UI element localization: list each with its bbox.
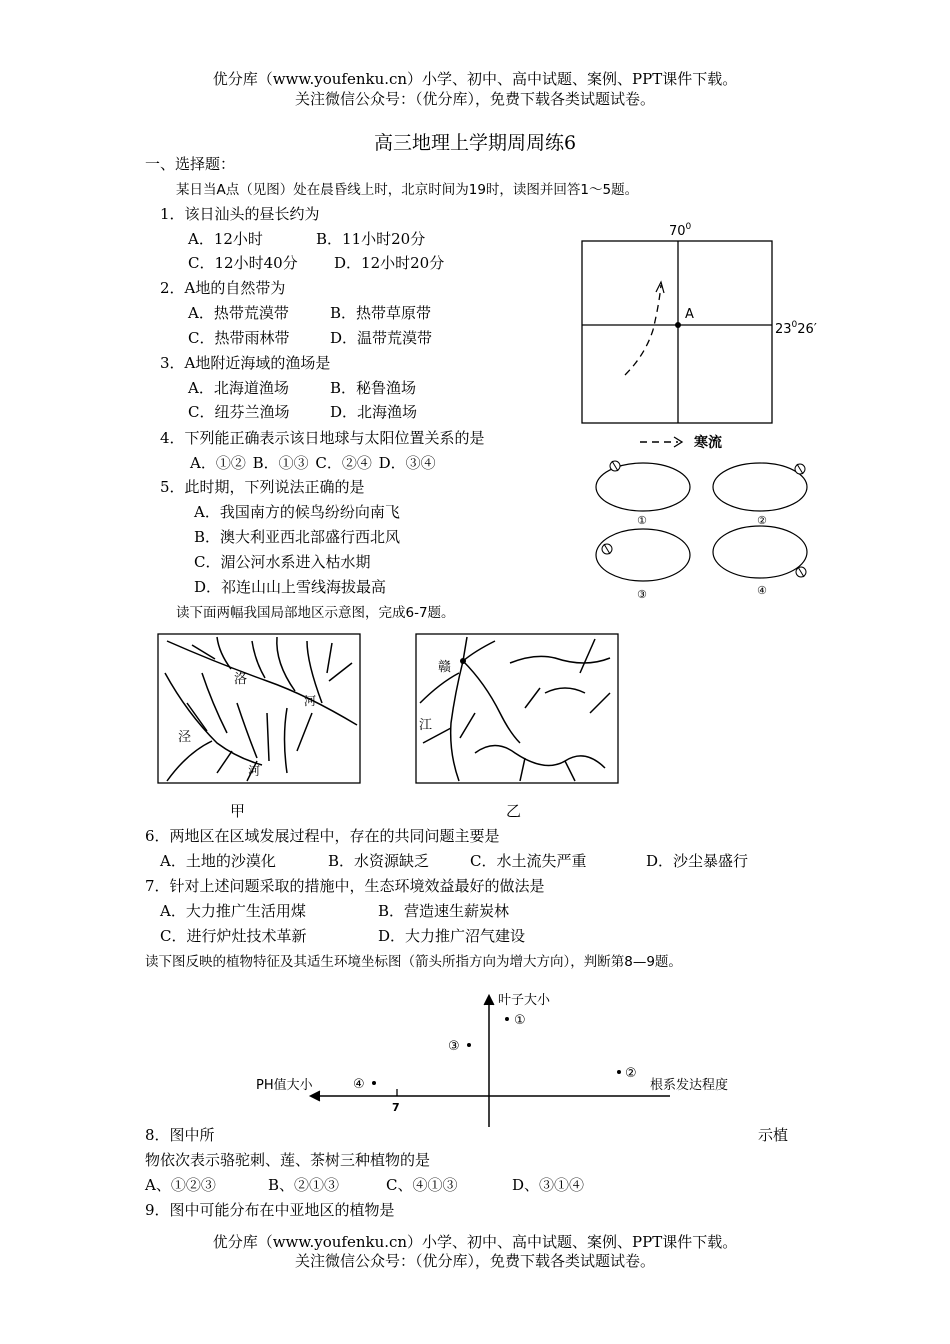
svg-text:23026′ — [775, 320, 817, 337]
plant-point-1 — [505, 1017, 509, 1021]
q8-option-d: D、③①④ — [512, 1176, 585, 1194]
q1-option-b: B．11小时20分 — [316, 230, 426, 248]
map-jia-label-he-1: 河 — [304, 694, 317, 708]
latitude-number: 23 — [775, 322, 792, 337]
q7-option-d: D．大力推广沼气建设 — [378, 927, 526, 945]
q4-options: A．①② B．①③ C．②④ D．③④ — [190, 454, 436, 472]
x-tick-label: 7 — [392, 1101, 400, 1114]
point-a-label: A — [685, 307, 694, 322]
latitude-degree: 0 — [791, 320, 798, 330]
q2-option-d: D．温带荒漠带 — [330, 329, 433, 347]
q7-option-b: B．营造速生薪炭林 — [378, 902, 510, 920]
q1-option-d: D．12小时20分 — [334, 254, 445, 272]
map-yi — [415, 633, 620, 785]
q5-option-d: D．祁连山山上雪线海拔最高 — [194, 578, 387, 596]
plant-point-4 — [372, 1081, 376, 1085]
orbit-1 — [596, 463, 690, 511]
q5-option-a: A．我国南方的候鸟纷纷向南飞 — [194, 503, 400, 521]
longitude-label: 70 — [669, 224, 686, 239]
q4-stem: 4．下列能正确表示该日地球与太阳位置关系的是 — [160, 429, 485, 447]
plant-coordinate-figure — [250, 985, 770, 1135]
grid-frame — [582, 241, 772, 423]
x-axis-left-label: PH值大小 — [256, 1078, 313, 1093]
orbit-label-2: ② — [757, 514, 767, 527]
footer-line-2: 关注微信公众号：（优分库），免费下载各类试题试卷。 — [294, 1252, 655, 1270]
q7-option-a: A．大力推广生活用煤 — [160, 902, 306, 920]
map-yi-label-jiang: 江 — [419, 718, 433, 733]
plant-point-label-3: ③ — [448, 1039, 460, 1054]
q3-stem: 3．A地附近海域的渔场是 — [160, 354, 331, 372]
latitude-minute: 26′ — [797, 322, 817, 337]
orbit-4 — [713, 526, 807, 578]
q6-option-c: C．水土流失严重 — [470, 852, 587, 870]
q2-option-a: A．热带荒漠带 — [188, 304, 289, 322]
earth-sun-orbit-diagrams — [585, 452, 825, 602]
q2-stem: 2．A地的自然带为 — [160, 279, 286, 297]
intro-1: 某日当A点（见图）处在晨昏线上时，北京时间为19时，读图并回答1～5题。 — [176, 182, 639, 198]
map-yi-label-gan: 赣 — [438, 660, 452, 675]
intro-3: 读下图反映的植物特征及其适生环境坐标图（箭头所指方向为增大方向），判断第8—9题。 — [145, 954, 682, 970]
plant-point-2 — [617, 1070, 621, 1074]
q3-option-b: B．秘鲁渔场 — [330, 379, 417, 397]
svg-text:700 — [669, 222, 692, 239]
q3-option-c: C．纽芬兰渔场 — [188, 403, 290, 421]
q7-stem: 7．针对上述问题采取的措施中，生态环境效益最好的做法是 — [145, 877, 545, 895]
plant-point-label-4: ④ — [353, 1077, 365, 1092]
footer-line-1: 优分库（www.youfenku.cn）小学、初中、高中试题、案例、PPT课件下载。 — [212, 1233, 738, 1251]
plant-point-3 — [467, 1043, 471, 1047]
q2-option-c: C．热带雨林带 — [188, 329, 290, 347]
map-jia-label-luo: 洛 — [234, 672, 248, 687]
section-heading: 一、选择题： — [145, 155, 236, 173]
cold-current-legend-label: 寒流 — [694, 435, 722, 451]
q3-option-d: D．北海渔场 — [330, 403, 418, 421]
q6-option-d: D．沙尘暴盛行 — [646, 852, 749, 870]
figure-grid-map — [575, 215, 835, 455]
q6-option-b: B．水资源缺乏 — [328, 852, 430, 870]
map-jia-label-he-2: 河 — [248, 764, 261, 778]
longitude-degree: 0 — [685, 222, 692, 232]
q6-option-a: A．土地的沙漠化 — [160, 852, 276, 870]
q5-option-c: C．湄公河水系进入枯水期 — [194, 553, 371, 571]
page-title: 高三地理上学期周周练6 — [373, 132, 577, 154]
cold-current-arrow — [625, 285, 661, 375]
orbit-label-4: ④ — [757, 584, 767, 597]
q6-stem: 6．两地区在区域发展过程中，存在的共同问题主要是 — [145, 827, 500, 845]
cold-current-legend — [636, 430, 746, 454]
q3-option-a: A．北海道渔场 — [188, 379, 289, 397]
map-yi-caption: 乙 — [506, 802, 522, 820]
q8-option-a: A、①②③ — [145, 1176, 216, 1194]
q5-stem: 5．此时期，下列说法正确的是 — [160, 478, 365, 496]
orbit-label-1: ① — [637, 514, 647, 527]
q8-option-c: C、④①③ — [386, 1176, 458, 1194]
map-jia-label-jing: 泾 — [178, 730, 192, 745]
y-axis-label: 叶子大小 — [498, 993, 551, 1008]
q1-stem: 1．该日汕头的昼长约为 — [160, 205, 320, 223]
map-jia — [157, 633, 362, 785]
q8-stem-end: 示植 — [758, 1126, 789, 1144]
plant-point-label-1: ① — [514, 1013, 526, 1028]
q7-option-c: C．进行炉灶技术革新 — [160, 927, 307, 945]
q1-option-c: C．12小时40分 — [188, 254, 298, 272]
header-line-1: 优分库（www.youfenku.cn）小学、初中、高中试题、案例、PPT课件下载。 — [212, 70, 738, 88]
orbit-label-3: ③ — [637, 588, 647, 601]
plant-point-label-2: ② — [625, 1066, 637, 1081]
x-axis-right-label: 根系发达程度 — [650, 1078, 729, 1093]
q1-option-a: A．12小时 — [188, 230, 263, 248]
q8-option-b: B、②①③ — [268, 1176, 340, 1194]
orbit-2 — [713, 463, 807, 511]
map-jia-caption: 甲 — [230, 802, 246, 820]
q2-option-b: B．热带草原带 — [330, 304, 432, 322]
orbit-3 — [596, 529, 690, 581]
intro-2: 读下面两幅我国局部地区示意图，完成6-7题。 — [176, 605, 455, 621]
point-a-dot — [675, 322, 681, 328]
q9-stem: 9．图中可能分布在中亚地区的植物是 — [145, 1201, 395, 1219]
q8-stem-start: 8．图中所 — [145, 1126, 215, 1144]
q5-option-b: B．澳大利亚西北部盛行西北风 — [194, 528, 401, 546]
q8-stem-continued: 物依次表示骆驼刺、莲、茶树三种植物的是 — [145, 1151, 431, 1169]
header-line-2: 关注微信公众号：（优分库），免费下载各类试题试卷。 — [294, 90, 655, 108]
